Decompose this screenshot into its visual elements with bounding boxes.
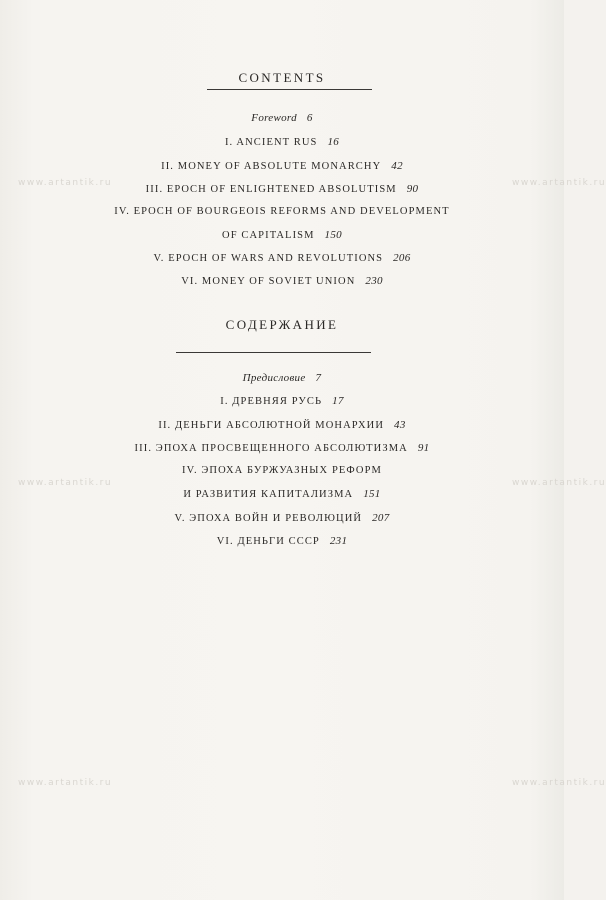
toc-entry-page: 43 xyxy=(394,419,406,431)
toc-entry-label: IV. EPOCH OF BOURGEOIS REFORMS AND DEVELOPMENT xyxy=(114,206,450,217)
toc-entry-label: VI. ДЕНЬГИ СССР xyxy=(216,536,320,547)
toc-entry-page: 231 xyxy=(329,535,348,547)
toc-entry xyxy=(0,442,564,454)
toc-entry xyxy=(0,136,564,148)
toc-entry-foreword-ru xyxy=(0,372,564,384)
toc-entry xyxy=(0,275,564,287)
toc-entry-page: 7 xyxy=(315,372,322,384)
watermark: www.artantik.ru xyxy=(18,478,113,488)
toc-entry-label: Foreword xyxy=(251,112,297,124)
toc-entry-page: 150 xyxy=(324,229,342,241)
toc-entry-label: I. ДРЕВНЯЯ РУСЬ xyxy=(220,396,323,407)
toc-entry xyxy=(0,512,564,524)
toc-entry-label: II. MONEY OF ABSOLUTE MONARCHY xyxy=(161,161,382,172)
toc-entry-label: III. ЭПОХА ПРОСВЕЩЕННОГО АБСОЛЮТИЗМА xyxy=(134,443,408,454)
toc-entry xyxy=(0,252,564,264)
toc-entry xyxy=(0,229,564,241)
toc-entry-page: 151 xyxy=(363,488,381,500)
toc-entry-page: 207 xyxy=(372,512,390,524)
contents-rule-ru xyxy=(176,352,371,353)
toc-entry-label: V. EPOCH OF WARS AND REVOLUTIONS xyxy=(153,253,384,264)
toc-entry xyxy=(0,183,564,195)
toc-entry-label: IV. ЭПОХА БУРЖУАЗНЫХ РЕФОРМ xyxy=(182,465,382,476)
toc-entry-page: 6 xyxy=(306,112,313,124)
toc-entry-page: 206 xyxy=(393,252,411,264)
toc-entry xyxy=(0,419,564,431)
watermark: www.artantik.ru xyxy=(512,178,606,188)
watermark: www.artantik.ru xyxy=(18,178,113,188)
toc-entry-label: V. ЭПОХА ВОЙН И РЕВОЛЮЦИЙ xyxy=(174,513,363,524)
toc-entry-page: 91 xyxy=(417,442,430,454)
toc-entry-label: Предисловие xyxy=(242,372,306,384)
toc-entry-page: 16 xyxy=(327,136,340,148)
toc-entry xyxy=(0,395,564,407)
toc-entry xyxy=(0,160,564,172)
watermark: www.artantik.ru xyxy=(18,778,113,788)
contents-heading: CONTENTS xyxy=(238,70,326,85)
toc-entry-page: 42 xyxy=(391,160,403,172)
toc-entry-label: И РАЗВИТИЯ КАПИТАЛИЗМА xyxy=(183,489,354,500)
toc-entry-page: 17 xyxy=(332,395,344,407)
toc-entry-page: 90 xyxy=(406,183,419,195)
toc-entry-label: II. ДЕНЬГИ АБСОЛЮТНОЙ МОНАРХИИ xyxy=(158,420,385,431)
contents-rule xyxy=(207,89,372,90)
contents-heading-ru: СОДЕРЖАНИЕ xyxy=(225,317,339,332)
toc-entry-label: III. EPOCH OF ENLIGHTENED ABSOLUTISM xyxy=(145,184,397,195)
toc-entry-page: 230 xyxy=(365,275,383,287)
watermark: www.artantik.ru xyxy=(512,778,606,788)
watermark: www.artantik.ru xyxy=(512,478,606,488)
toc-entry xyxy=(0,488,564,500)
toc-entry xyxy=(0,465,564,476)
toc-entry xyxy=(0,206,564,217)
toc-entry-foreword xyxy=(0,112,564,124)
toc-entry-label: I. ANCIENT RUS xyxy=(224,137,318,148)
toc-entry-label: VI. MONEY OF SOVIET UNION xyxy=(181,276,356,287)
toc-entry xyxy=(0,535,564,547)
toc-entry-label: OF CAPITALISM xyxy=(222,230,315,241)
